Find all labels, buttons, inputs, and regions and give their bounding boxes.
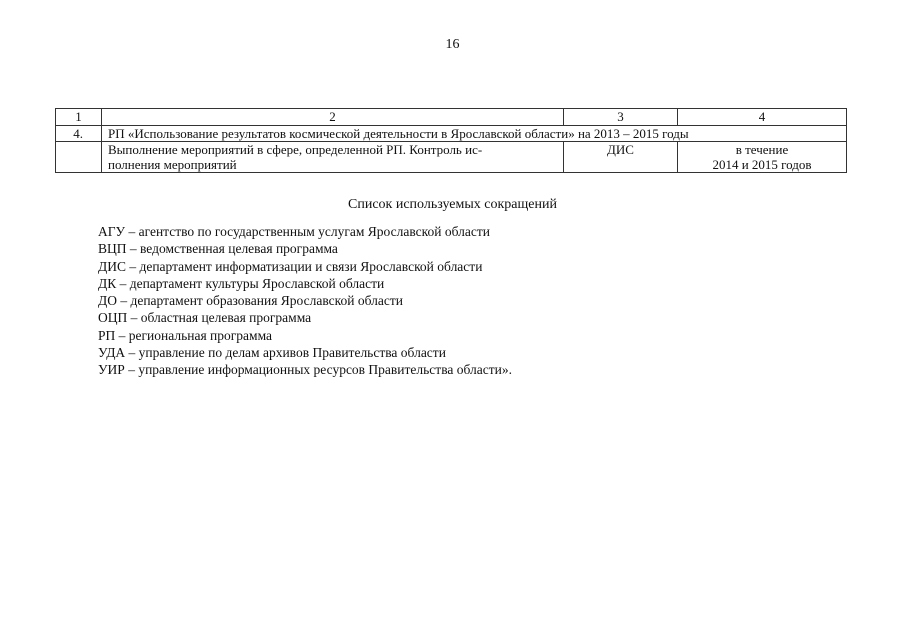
column-header-2: 2 [102,109,564,126]
row-term [678,142,847,173]
list-item: УИР – управление информационных ресурсов Правительства области». [98,362,513,378]
abbreviations-title: Список используемых сокращений [348,197,557,212]
section-title: РП «Использование результатов космической деятельности в Ярославской области» на 2013 – 2015 годы [102,126,847,142]
list-item: АГУ – агентство по государственным услугам Ярославской области [98,224,490,239]
column-header-3: 3 [564,109,678,126]
row-activity [102,142,564,173]
column-header-1: 1 [56,109,102,126]
section-number: 4. [56,126,102,142]
list-item: ДК – департамент культуры Ярославской области [98,275,385,291]
list-item: УДА – управление по делам архивов Правительства области [98,345,446,361]
row-term-line-1: в течение [735,142,789,157]
row-activity-line-2: полнения мероприятий [108,157,237,172]
list-item: ВЦП – ведомственная целевая программа [98,241,338,257]
table-header-row [56,109,847,126]
row-executor: ДИС [564,142,678,173]
list-item: ДО – департамент образования Ярославской области [98,293,403,309]
page-number: 16 [445,37,460,52]
table-row [56,142,847,173]
row-number [56,142,102,173]
row-term-line-2: 2014 и 2015 годов [712,157,812,172]
column-header-4: 4 [678,109,847,126]
abbreviations-list [98,223,512,379]
row-activity-line-1: Выполнение мероприятий в сфере, определенной РП. Контроль ис- [108,142,483,157]
list-item: РП – региональная программа [98,327,273,343]
list-item: ДИС – департамент информатизации и связи Ярославской области [98,258,483,274]
list-item: ОЦП – областная целевая программа [98,310,312,326]
table-section-row [56,126,847,142]
activities-table [55,108,847,173]
